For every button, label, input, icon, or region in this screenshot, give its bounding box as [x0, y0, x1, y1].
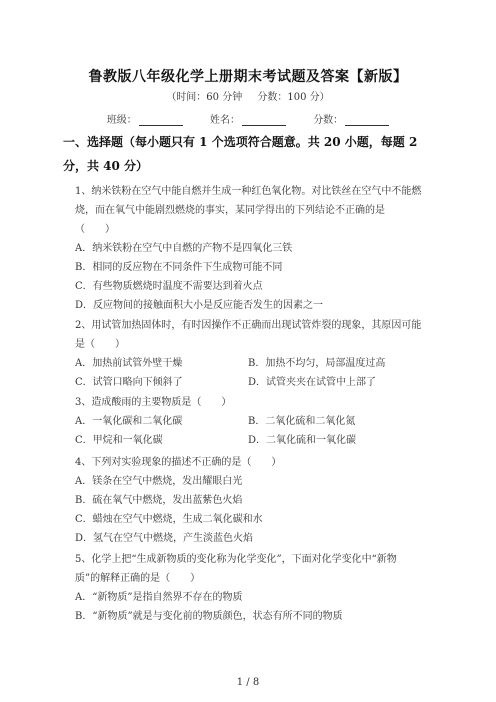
option-d: D．氢气在空气中燃烧，产生淡蓝色火焰 [75, 533, 254, 544]
option-b: B．加热不均匀，局部温度过高 [248, 358, 386, 369]
option-c: C．试管口略向下倾斜了 [75, 377, 183, 388]
page-title: 鲁教版八年级化学上册期末考试题及答案【新版】 [88, 69, 408, 85]
question-stem: 烧，而在氧气中能剧烈燃烧的事实，某同学得出的下列结论不正确的是 [75, 205, 385, 216]
answer-paren: （ ） [75, 224, 115, 235]
question-stem: 1、纳米铁粉在空气中能自燃并生成一种红色氧化物。对比铁丝在空气中不能燃 [75, 186, 422, 197]
exam-info [0, 88, 496, 103]
option-d: D．试管夹夹在试管中上部了 [248, 377, 377, 388]
option-c: C．甲烷和一氧化碳 [75, 435, 163, 446]
option-a: A．“新物质”是指自然界不存在的物质 [75, 592, 243, 603]
question-stem: 2、用试管加热固体时，有时因操作不正确而出现试管炸裂的现象，其原因可能 [75, 320, 422, 331]
page-number: 1 / 8 [236, 677, 260, 688]
student-fields [0, 111, 496, 126]
score-label: 分数： [313, 115, 344, 126]
name-label: 姓名： [210, 115, 240, 126]
class-label: 班级： [106, 115, 137, 126]
score-blank[interactable] [345, 114, 389, 126]
question-stem: 质”的解释正确的是（ ） [75, 573, 201, 584]
time-info: （时间：60 分钟 [166, 92, 243, 103]
option-a: A．镁条在空气中燃烧，发出耀眼白光 [75, 476, 243, 487]
name-blank[interactable] [242, 114, 286, 126]
option-a: A．加热前试管外壁干燥 [75, 358, 183, 369]
score-info: 分数：100 分） [257, 92, 330, 103]
section-heading: 一、选择题（每小题只有 1 个选项符合题意。共 20 小题，每题 2 [63, 135, 418, 149]
question-stem: 是（ ） [75, 339, 125, 350]
question-stem: 5、化学上把“生成新物质的变化称为化学变化”，下面对化学变化中“新物 [75, 554, 397, 565]
option-c: C．蜡烛在空气中燃烧，生成二氧化碳和水 [75, 514, 263, 525]
option-b: B．二氧化硫和二氧化氮 [248, 416, 356, 427]
option-d: D．二氧化硫和一氧化碳 [248, 435, 357, 446]
name-field [210, 111, 286, 126]
option-b: B．硫在氧气中燃烧，发出蓝紫色火焰 [75, 495, 243, 506]
option-b: B．“新物质”就是与变化前的物质颜色，状态有所不同的物质 [75, 611, 343, 622]
score-field [313, 111, 389, 126]
option-a: A．一氧化碳和二氧化碳 [75, 416, 183, 427]
option-b: B．相同的反应物在不同条件下生成物可能不同 [75, 262, 283, 273]
question-stem: 4、下列对实验现象的描述不正确的是（ ） [75, 457, 282, 468]
option-a: A．纳米铁粉在空气中自燃的产物不是四氧化三铁 [75, 243, 293, 254]
option-d: D．反应物间的接触面积大小是反应能否发生的因素之一 [75, 300, 324, 311]
option-c: C．有些物质燃烧时温度不需要达到着火点 [75, 281, 263, 292]
section-heading-cont: 分，共 40 分） [63, 159, 149, 173]
question-stem: 3、造成酸雨的主要物质是（ ） [75, 397, 232, 408]
class-blank[interactable] [139, 114, 183, 126]
class-field [107, 111, 183, 126]
